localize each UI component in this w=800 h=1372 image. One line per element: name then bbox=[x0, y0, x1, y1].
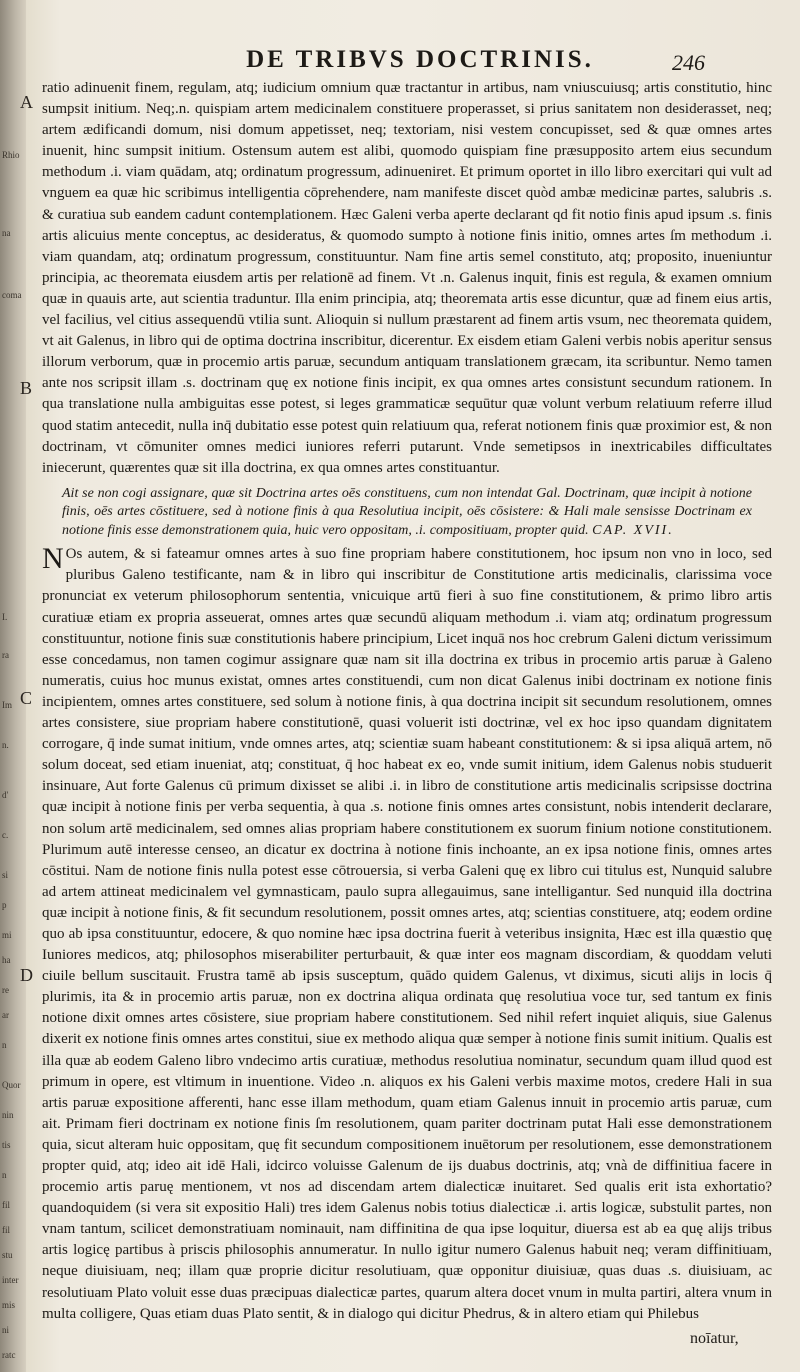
margin-note: Quor bbox=[2, 1080, 21, 1090]
section-letter-d: D bbox=[20, 965, 33, 985]
margin-note: stu bbox=[2, 1250, 13, 1260]
margin-note: na bbox=[2, 228, 11, 238]
initial-letter: N bbox=[42, 542, 64, 576]
catchword: noīatur, bbox=[690, 1330, 739, 1347]
margin-note: d' bbox=[2, 790, 9, 800]
margin-notes bbox=[0, 0, 26, 1372]
margin-note: mi bbox=[2, 930, 12, 940]
margin-note: si bbox=[2, 870, 9, 880]
margin-note: ra bbox=[2, 650, 9, 660]
margin-note: inter bbox=[2, 1275, 19, 1285]
margin-note: mis bbox=[2, 1300, 16, 1310]
section-letter-c: C bbox=[20, 688, 33, 708]
chapter-heading: CAP. XVII. bbox=[592, 522, 674, 538]
margin-note: nin bbox=[2, 1110, 14, 1120]
margin-note: re bbox=[2, 985, 9, 995]
paragraph-2 bbox=[42, 544, 772, 1324]
paragraph-2-text: Os autem, & si fateamur omnes artes à suo fine propriam habere constitutionem, hoc ipsum non vno in loco, sed pluribus Galeno testificante, nam & in libro qui inscribitur de Constitutione artis medicinalis, clarissima voce pronunciat ex veterum philosophorum sententia, vnicuique artū fieri à suo fine constitutionem, & primo libro artis curatiuæ etiam ex propria asseuerat, omnes artes quæ secundū aliquam methodum .i. viam atq; ordinatum progressum constituuntur, notione finis suæ constitutionis habere principium, Licet inquā nos hoc crebrum Galeni dictum verissimum esse concedamus, non tamen cogimur assignare quæ nam sit illa doctrina ex tribus in procemio artis paruæ à Galeno numeratis, cuius hoc munus existat, omnes artes constituendi, cum non dicat Galenus inibi doctrinam ex notione finis incipientem, omnes artes constituere, sed solum à notione finis, à qua doctrina incipit sit secundum resolutionem, omnes artes consistere, siue propriam habere constitutionē, quasi voluerit isti doctrinæ, vel ex hoc ipso quandam dignitatem corrogare, q̄ inde sumat initium, vnde omnes artes, atq; scientiæ suam habeant constitutionem: & si ipsa aliquā artem, nō solum doceat, sed etiam inueniat, atq; constituat, q̄ hoc habeat ex eo, vnde sumit initium, idem Galenus nobis studuerit insinuare, Aut forte Galenus cū primum dixisset se alibi .i. in libro de constitutione artis medicinalis scripsisse doctrina quæ incipit à notione finis per verba sequentia, à qua .s. notione finis omnes artes consistunt, nobis intenderit declarare, non solum artē medicinalem, sed omnes alias propriam habere constitutionem ex suorum finium notione constitutionem. Plurimum autē interesse censeo, an dicatur ex doctrina à notione finis inchoante, an ex ipsa notione finis, omnes artes cōstitui. Nam de notione finis nulla potest esse cōtrouersia, si verba Galeni quę ex libro cui titulus est, Nunquid salubre ad artem attineat medicinalem vel gymnasticam, paulo supra allegauimus, sane intelligantur. Sed nunquid illa doctrina quæ incipit à notione finis, & fit secundum resolutionem, possit omnes artes, atq; scientias constituere, atq; eodem ordine quo ab ipsa constituuntur, edocere, & quo nomine hæc ipsa doctrina fuerit à veteribus insignita, Hæc est illa quæstio quę Iuniores medicos, atq; philosophos miserabiliter perturbauit, & quæ inter eos magnam discordiam, & quoddam veluti ciuile bellum suscitauit. Frustra tamē ab ipsis susceptum, quādo quidem Galenus, vt diximus, sicuti alijs in locis q̄ plurimis, ita & in procemio artis paruæ, non ex doctrina aliqua ordinata quę resolutiua voce tur, sed tantum ex finis notione dixit omnes artes cōsistere, siue propriam habere constitutionem. Sed nihil refert inquiet aliquis, siue Galenus dixerit ex notione finis omnes artes constitui, siue ex methodo aliqua quæ semper à notione finis sumit initium. Qualis est illa quæ ab eodem Galeno libro vndecimo artis curatiuæ, methodus resolutiua nominatur, secundum quam illud quod est primum in opere, est vltimum in inuentione. Video .n. aliquos ex his Galeni verbis maxime motos, credere Hali in sua artis paruæ expositione afferenti, hanc esse illam methodum, quam etiam Galenus innuit in procemio artis paruæ, cum ait. Primam fieri doctrinam ex notione finis ſm resolutionem, quam pariter doctrinam putat Hali esse demonstrationem quia, sicut alteram huic oppositam, quę fit secundum compositionem inuētorum per resolutionem, esse demonstrationem propter quid, atq; ideo ait idē Hali, idcirco voluisse Galenum de ijs duabus doctrinis, atq; vnà de diffinitiua facere in procemio artis paruę mentionem, vt nos ad discendam artem dialecticæ inuitaret. Sed qualis erit ista exhortatio? quandoquidem (si vera sit expositio Hali) tres idem Galenus nobis totius dialecticæ .i. artis logicæ, substulit partes, non vnam tantum, scilicet demonstratiuam nominauit, nam diffinitina de qua ipse loquitur, diuersa est ab ea quę alijs tribus artis logicę partibus à priscis philosophis annumeratur. In nullo igitur numero Galenus habuit neq; veram diffinitiuam, neque diuisiuam, neq; illam quæ proprie dicitur resolutiuam, quæ opponitur diuisiuæ, quas duas .s. diuisiuam, ac resolutiuam Plato voluit esse duas præcipuas dialecticæ partes, quarum altera docet vnum in multa partiri, altera vnum in multa colligere, Quas etiam duas Plato sentit, & in dialogo qui dicitur Phedrus, & in altero etiam qui Philebus bbox=[42, 546, 772, 1322]
section-letter-a: A bbox=[20, 92, 33, 112]
margin-note: p bbox=[2, 900, 7, 910]
running-title: DE TRIBVS DOCTRINIS. bbox=[246, 46, 594, 73]
margin-note: Im bbox=[2, 700, 12, 710]
margin-note: tis bbox=[2, 1140, 11, 1150]
margin-note: c. bbox=[2, 830, 9, 840]
summary-text: Ait se non cogi assignare, quæ sit Doctrina artes oēs constituens, cum non intendat Gal. Doctrinam, quæ incipit à notione finis, oēs artes cōstituere, sed à notione finis à qua Resolutiua incipit, oēs cōsistere: & Hali male sensisse Doctrinam ex notione finis esse demonstrationem quia, huic vero oppositam, .i. compositiuam, propter quid. bbox=[62, 485, 752, 538]
margin-note: I. bbox=[2, 612, 8, 622]
margin-note: n bbox=[2, 1040, 7, 1050]
margin-note: n. bbox=[2, 740, 9, 750]
chapter-summary bbox=[42, 485, 772, 541]
margin-note: ar bbox=[2, 1010, 9, 1020]
margin-note: ni bbox=[2, 1325, 10, 1335]
margin-note: ratc bbox=[2, 1350, 16, 1360]
section-letter-b: B bbox=[20, 378, 33, 398]
margin-note: fil bbox=[2, 1225, 10, 1235]
margin-note: coma bbox=[2, 290, 22, 300]
main-text bbox=[42, 78, 772, 1325]
margin-note: ha bbox=[2, 955, 11, 965]
paragraph-1: ratio adinuenit finem, regulam, atq; iudicium omnium quæ tractantur in artibus, nam vniuscuiusq; artis constitutio, hinc sumpsit initium. Neq;.n. quispiam artem medicinalem constituere properasset, si prius sanitatem non desiderasset, neq; artem ædificandi domum, nisi domum appetisset, neq; textoriam, nisi vestem concupisset, sed & quæ omnes artes inuenit, hinc sumpsit initium. Ostensum autem est alibi, quomodo quispiam fine præsupposito artem eius secundum methodum .i. viam quādam, atq; ordinatum progressum, adinueniret. Et primum oportet in illo libro exercitari qui vult ad vnguem ea quæ hic scribimus intelligentia cōprehendere, nam manifeste discet quòd ambæ medicinæ partes, salubris .s. & curatiua sub eandem cadunt contemplationem. Hæc Galeni verba aperte declarant qd fit notio finis apud ipsum .s. finis artis alicuius mente conceptus, ac desideratus, & quomodo sumpto à notione finis initio, omnes artes ſm methodum .i. viam quandam, atq; ordinatum progressum, constituuntur. Nam fine artis semel constituto, atq; proposito, inueniuntur principia, ac theoremata eiusdem artis per relationē ad finem. Vt .n. Galenus inquit, finis est regula, & examen omnium quæ in quauis arte, aut scientia traduntur. Illa enim principia, atq; theoremata artis esse dicuntur, quæ ad finem eius artis, vel facilius, vel citius assequendū vtilia sunt. Alioquin si nullum præstarent ad finem artis vsum, nec theoremata quidem, vt ait Galenus, in libro qui de optima doctrina inscribitur, dicerentur. Ex eisdem etiam Galeni verbis nobis aperitur sensus illorum verborum, quæ in procemio artis paruæ, secundum antiquam translationem græcam, ita scribuntur. Nemo tamen ante nos scripsit illam .s. doctrinam quę ex notione finis incipit, ex qua omnes artes consistunt secundum rationem. In qua translatione nulla ambiguitas esse potest, si leges grammaticæ sequūtur quæ volunt verbum relatiuum referre illud quod statim antecedit, nulla inq̄ dubitatio esse potest quin relatiuum qua, referat notionem finis quæ proximior est, & non doctrinam, vt cōmuniter omnes medici iuniores referri putarunt. Vnde semetipsos in inextricabiles difficultates iniecerunt, quærentes quæ sit illa doctrina, ex qua omnes artes constituantur. bbox=[42, 80, 772, 476]
margin-note: fil bbox=[2, 1200, 10, 1210]
margin-note: n bbox=[2, 1170, 7, 1180]
margin-note: Rhio bbox=[2, 150, 20, 160]
page-number: 246 bbox=[672, 50, 705, 75]
